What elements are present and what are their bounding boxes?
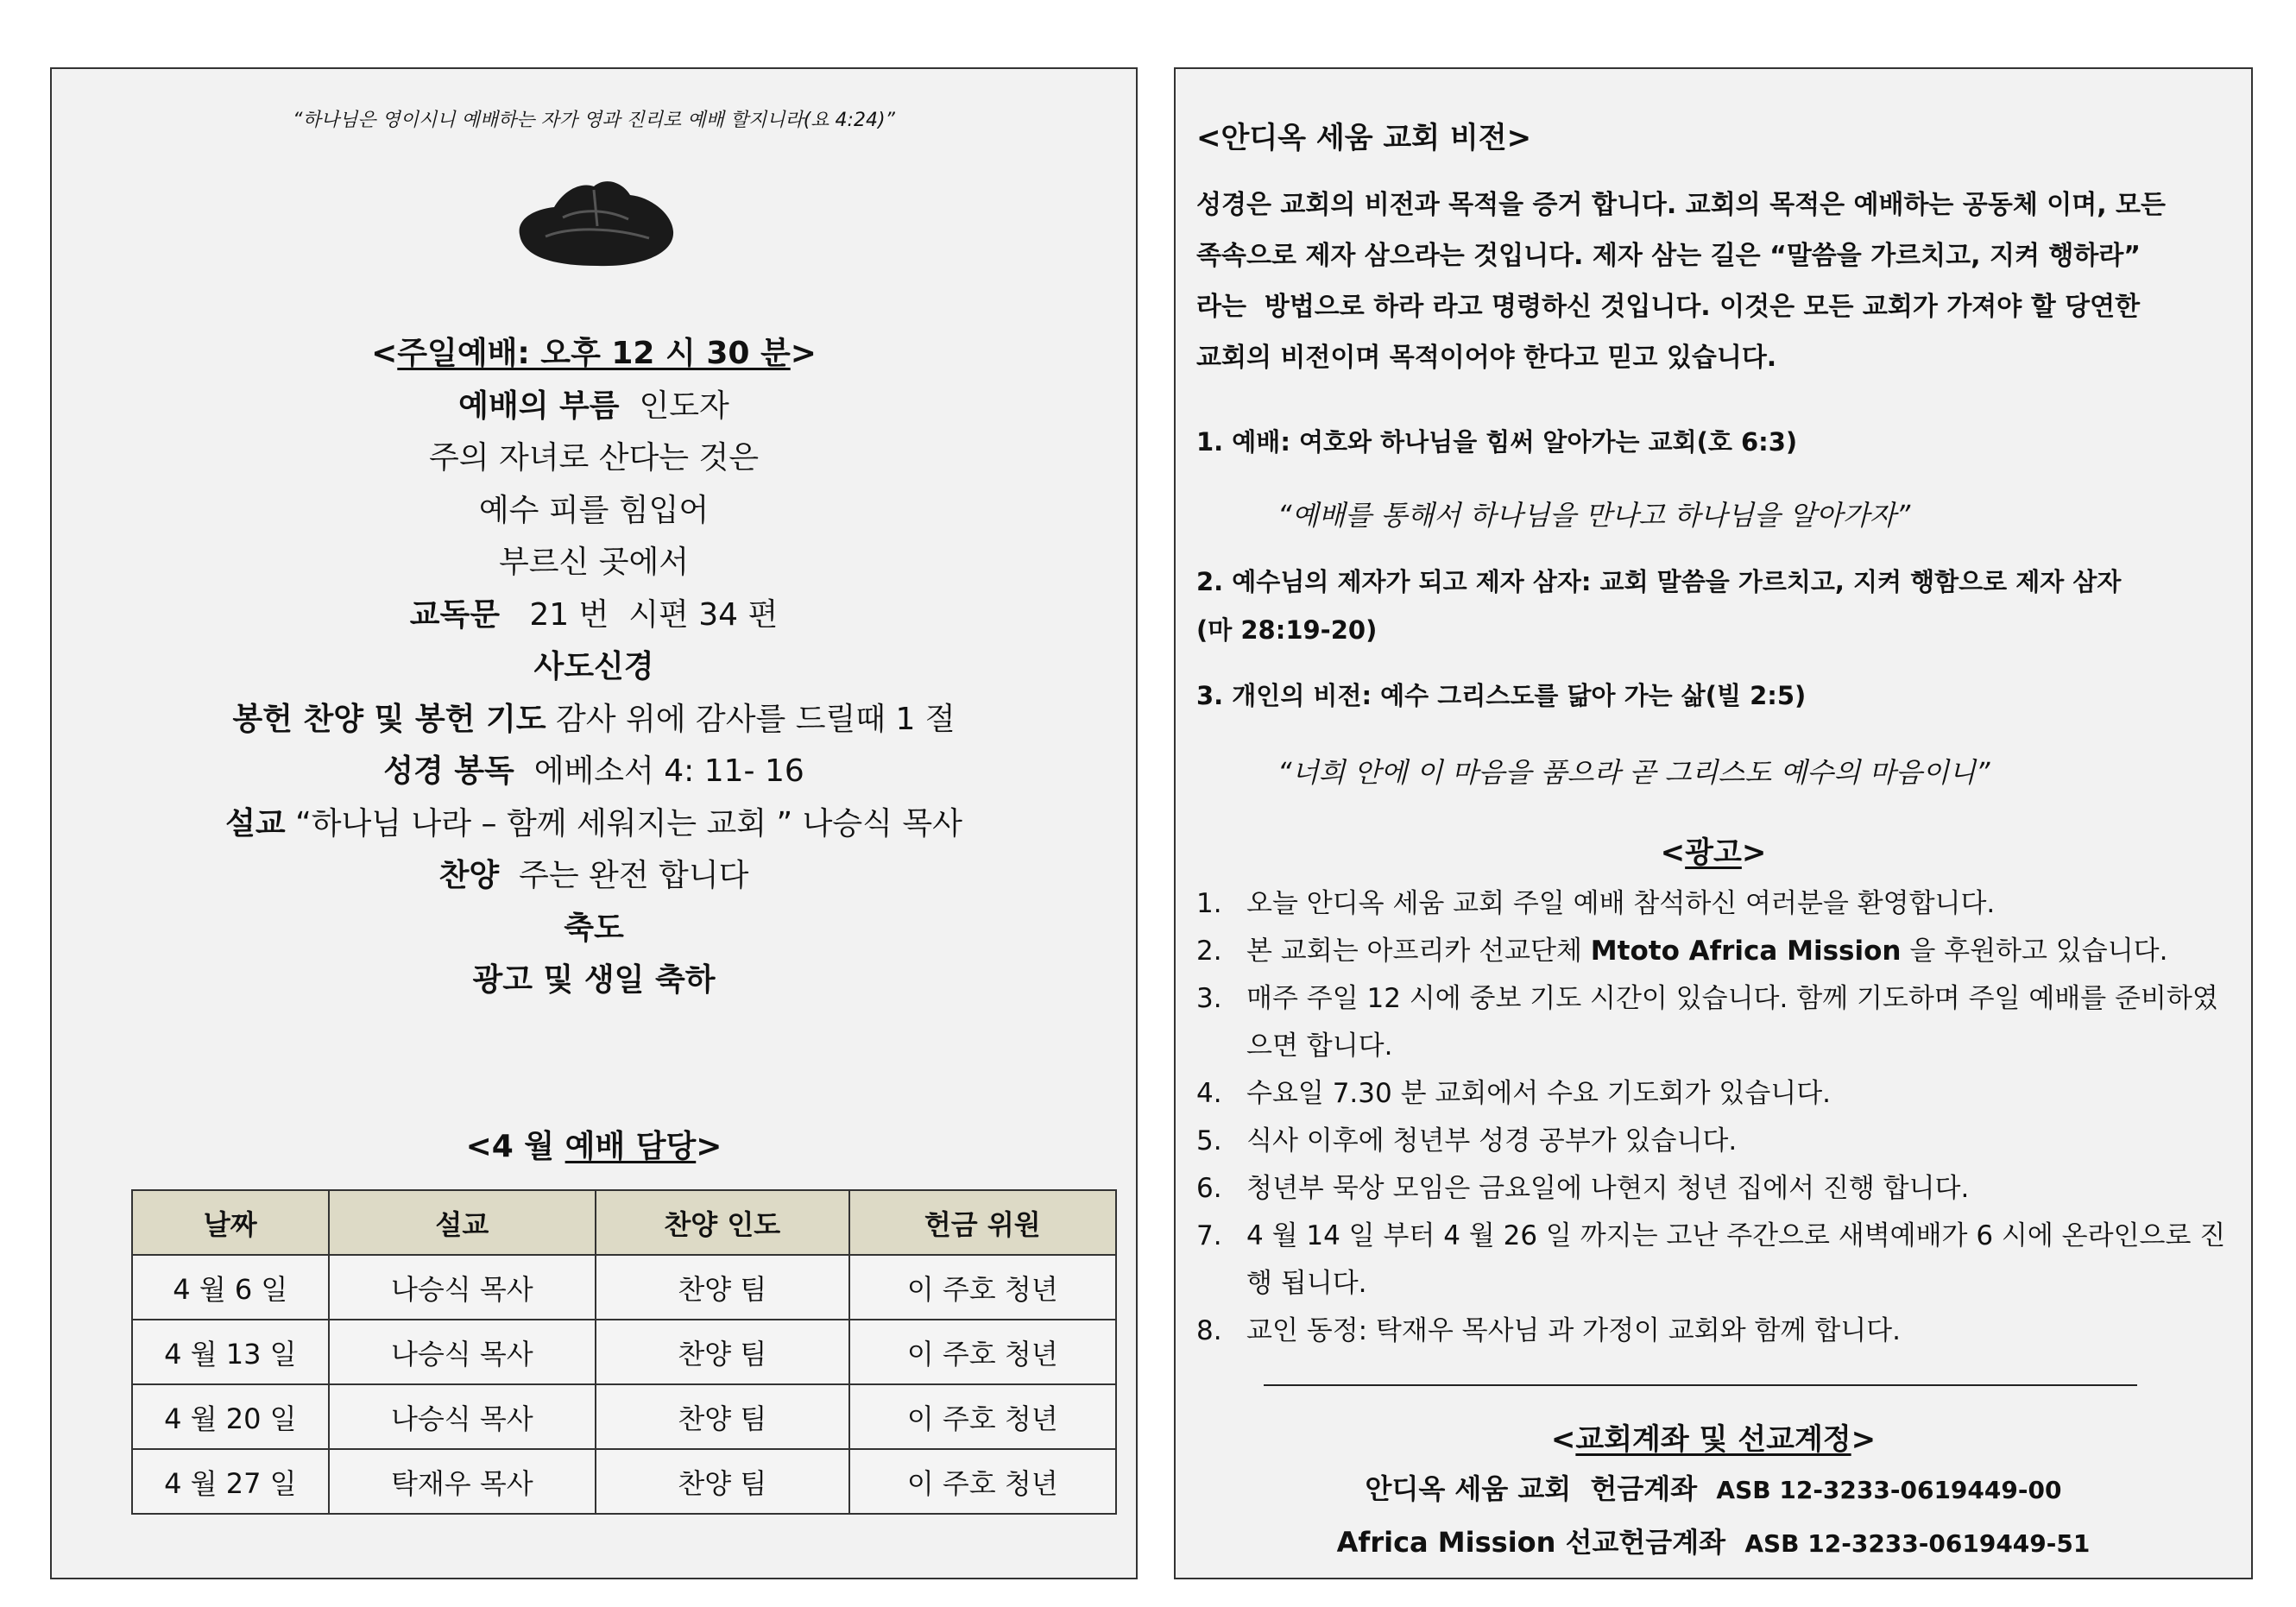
praying-hands-logo <box>511 174 680 271</box>
church-account: 안디옥 세움 교회 헌금계좌 ASB 12-3233-0619449-00 <box>1365 1472 2062 1505</box>
table-row <box>132 1449 1116 1514</box>
table-cell: 이 주호 청년 <box>849 1320 1116 1384</box>
table-cell: 이 주호 청년 <box>849 1384 1116 1449</box>
order-item: 예배의 부름 인도자 <box>458 388 729 424</box>
column-header: 날짜 <box>132 1190 329 1255</box>
vision-body <box>1196 180 2223 383</box>
vision-item-2: 2. 예수님의 제자가 되고 제자 삼자: 교회 말씀을 가르치고, 지켜 행함으로 제자 삼자 (마 28:19-20) <box>1196 567 2122 645</box>
service-time: <주일예배: 오후 12 시 30 분> <box>371 336 817 371</box>
table-cell: 찬양 팀 <box>596 1384 848 1449</box>
column-header: 찬양 인도 <box>596 1190 848 1255</box>
order-item: 축도 <box>564 910 624 946</box>
worship-order <box>52 328 1136 1007</box>
table-cell: 탁재우 목사 <box>329 1449 596 1514</box>
mission-account: Africa Mission 선교헌금계좌 ASB 12-3233-0619449-51 <box>1336 1526 2091 1559</box>
list-item: 7. 4 월 14 일 부터 4 월 26 일 까지는 고난 주간으로 새벽예배가 6 시에 온라인으로 진행 됩니다. <box>1196 1220 2226 1299</box>
list-item: 4. 수요일 7.30 분 교회에서 수요 기도회가 있습니다. <box>1196 1078 1832 1109</box>
table-header-row <box>132 1190 1116 1255</box>
table-cell: 찬양 팀 <box>596 1320 848 1384</box>
table-cell: 찬양 팀 <box>596 1449 848 1514</box>
table-cell: 나승식 목사 <box>329 1384 596 1449</box>
table-cell: 4 월 6 일 <box>132 1255 329 1320</box>
order-item: 광고 및 생일 축하 <box>472 962 716 998</box>
order-item: 교독문 21 번 시편 34 편 <box>409 596 779 633</box>
order-item: 찬양 주는 완전 합니다 <box>438 858 749 893</box>
list-item: 6. 청년부 묵상 모임은 금요일에 나현지 청년 집에서 진행 합니다. <box>1196 1173 1970 1204</box>
table-cell: 4 월 20 일 <box>132 1384 329 1449</box>
list-item: 5. 식사 이후에 청년부 성경 공부가 있습니다. <box>1196 1125 1738 1156</box>
list-item: 8. 교인 동정: 탁재우 목사님 과 가정이 교회와 함께 합니다. <box>1196 1315 1901 1346</box>
order-item: 부르신 곳에서 <box>498 545 690 580</box>
order-item: 성경 봉독 에베소서 4: 11- 16 <box>383 753 804 789</box>
divider <box>1264 1384 2137 1386</box>
accounts-title: <교회계좌 및 선교계정> <box>1550 1422 1877 1457</box>
order-item: 예수 피를 힘입어 <box>478 492 710 528</box>
order-item: 사도신경 <box>533 649 654 684</box>
vision-line: 족속으로 제자 삼으라는 것입니다. 제자 삼는 길은 “말씀을 가르치고, 지켜 행하라” <box>1196 241 2141 271</box>
column-header: 헌금 위원 <box>849 1190 1116 1255</box>
duty-table-title: <4 월 예배 담당> <box>465 1129 722 1164</box>
order-item: 봉헌 찬양 및 봉헌 기도 감사 위에 감사를 드릴때 1 절 <box>232 701 956 737</box>
table-row <box>132 1320 1116 1384</box>
table-cell: 나승식 목사 <box>329 1320 596 1384</box>
worship-order-panel <box>50 67 1138 1579</box>
vision-item-3: 3. 개인의 비전: 예수 그리스도를 닮아 가는 삶(빌 2:5) <box>1196 681 1807 710</box>
order-item: 주의 자녀로 산다는 것은 <box>428 440 760 476</box>
vision-announcements-panel <box>1174 67 2253 1579</box>
table-cell: 4 월 27 일 <box>132 1449 329 1514</box>
vision-item-1: 1. 예배: 여호와 하나님을 힘써 알아가는 교회(호 6:3) <box>1196 427 1798 457</box>
table-cell: 나승식 목사 <box>329 1255 596 1320</box>
duty-table <box>131 1189 1117 1515</box>
vision-title: <안디옥 세움 교회 비전> <box>1196 121 1532 155</box>
table-cell: 4 월 13 일 <box>132 1320 329 1384</box>
list-item: 2. 본 교회는 아프리카 선교단체 Mtoto Africa Mission 을 후원하고 있습니다. <box>1196 936 2168 967</box>
vision-quote-3: “너희 안에 이 마음을 품으라 곧 그리스도 예수의 마음이니” <box>1277 756 1990 789</box>
announcements-title: <광고> <box>1660 835 1767 870</box>
table-row <box>132 1384 1116 1449</box>
vision-line: 교회의 비전이며 목적이어야 한다고 믿고 있습니다. <box>1196 343 1777 373</box>
order-item: 설교 “하나님 나라 – 함께 세워지는 교회 ” 나승식 목사 <box>225 805 962 841</box>
table-cell: 이 주호 청년 <box>849 1449 1116 1514</box>
table-row <box>132 1255 1116 1320</box>
table-cell: 이 주호 청년 <box>849 1255 1116 1320</box>
scripture-verse: “하나님은 영이시니 예배하는 자가 영과 진리로 예배 할지니라(요 4:24)” <box>293 110 895 131</box>
column-header: 설교 <box>329 1190 596 1255</box>
vision-line: 라는 방법으로 하라 라고 명령하신 것입니다. 이것은 모든 교회가 가져야 할 당연한 <box>1196 292 2141 322</box>
vision-quote-1: “예배를 통해서 하나님을 만나고 하나님을 알아가자” <box>1277 499 1911 532</box>
list-item: 1. 오늘 안디옥 세움 교회 주일 예배 참석하신 여러분을 환영합니다. <box>1196 888 1996 919</box>
table-cell: 찬양 팀 <box>596 1255 848 1320</box>
vision-line: 성경은 교회의 비전과 목적을 증거 합니다. 교회의 목적은 예배하는 공동체 이며, 모든 <box>1196 190 2166 220</box>
announcements-list <box>1196 880 2232 1355</box>
list-item: 3. 매주 주일 12 시에 중보 기도 시간이 있습니다. 함께 기도하며 주일 예배를 준비하였으면 합니다. <box>1196 983 2218 1062</box>
